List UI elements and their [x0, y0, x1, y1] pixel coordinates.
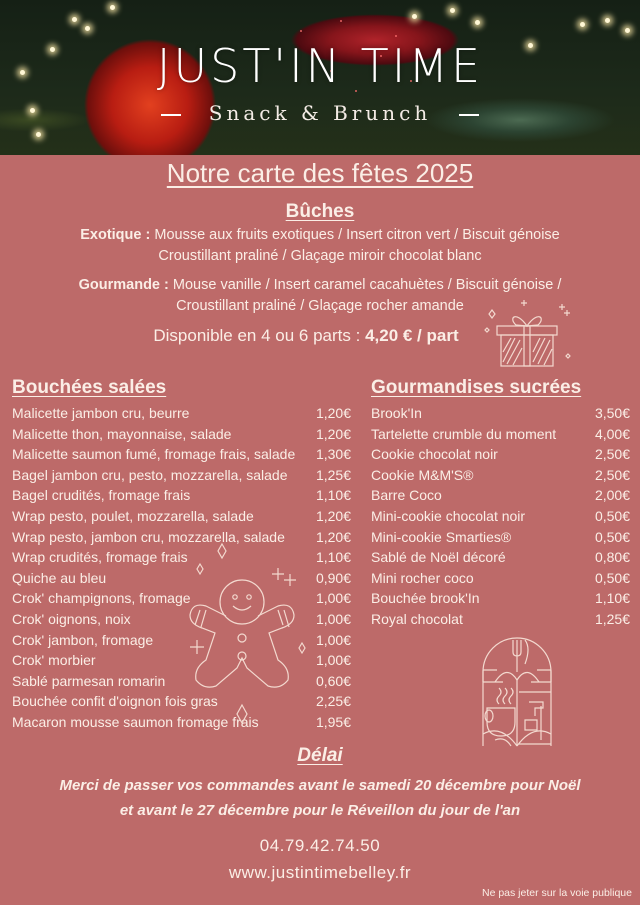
buche-name: Gourmande	[78, 277, 160, 293]
item-name: Mini-cookie chocolat noir	[371, 507, 526, 524]
list-item	[12, 465, 351, 486]
string-light	[110, 5, 115, 10]
page-title: Notre carte des fêtes 2025	[166, 158, 474, 188]
item-price: 1,00€	[315, 590, 351, 607]
item-name: Quiche au bleu	[12, 569, 107, 586]
item-name: Crok' morbier	[12, 652, 96, 669]
brand-title: JUST'IN TIME	[156, 39, 484, 93]
string-light	[625, 28, 630, 33]
delai-text	[0, 773, 640, 823]
item-price: 3,50€	[594, 405, 630, 421]
item-price: 1,10€	[315, 487, 351, 504]
delai-line1: Merci de passer vos commandes avant le samedi 20 décembre pour Noël	[59, 777, 581, 794]
buche-desc-line2: Croustillant praliné / Glaçage rocher amande	[176, 298, 464, 314]
footnote: Ne pas jeter sur la voie publique	[481, 887, 632, 899]
list-item	[371, 403, 630, 424]
list-item	[12, 424, 351, 445]
sweet-list	[371, 403, 630, 630]
availability-text: Disponible en 4 ou 6 parts :	[153, 326, 366, 345]
buche-desc-line1: Mousse aux fruits exotiques / Insert citron vert / Biscuit génoise	[154, 227, 560, 243]
string-light	[475, 20, 480, 25]
item-name: Cookie chocolat noir	[371, 446, 498, 463]
item-name: Malicette jambon cru, beurre	[12, 405, 190, 421]
list-item	[12, 444, 351, 465]
list-item	[12, 506, 351, 527]
item-price: 2,00€	[594, 487, 630, 504]
item-price: 1,00€	[315, 652, 351, 669]
string-light	[605, 18, 610, 23]
brand-tagline	[0, 98, 640, 128]
item-price: 0,60€	[315, 672, 351, 689]
item-price: 1,10€	[315, 549, 351, 566]
item-name: Sablé parmesan romarin	[12, 672, 166, 689]
sweet-heading: Gourmandises sucrées	[371, 377, 582, 398]
list-item	[371, 506, 630, 527]
string-light	[85, 26, 90, 31]
buche-exotique: Exotique : Mousse aux fruits exotiques / Insert citron vert / Biscuit génoise Croustillant praliné / Glaçage miroir chocolat blanc	[0, 225, 640, 267]
website-link[interactable]: www.justintimebelley.fr	[228, 863, 412, 882]
item-price: 2,50€	[594, 446, 630, 463]
item-name: Cookie M&M'S®	[371, 466, 474, 483]
phone-number[interactable]: 04.79.42.74.50	[259, 836, 381, 855]
header-banner	[0, 0, 640, 155]
item-price: 0,50€	[594, 507, 630, 524]
item-price: 1,20€	[315, 507, 351, 524]
item-name: Bouchée brook'In	[371, 590, 480, 607]
tagline-dash-right	[459, 114, 479, 116]
tagline-text: Snack & Brunch	[208, 101, 432, 125]
string-light	[36, 132, 41, 137]
item-name: Bagel jambon cru, pesto, mozzarella, salade	[12, 466, 288, 483]
delai-heading: Délai	[297, 745, 343, 766]
item-price: 0,50€	[594, 569, 630, 586]
cafe-logo-icon	[481, 636, 553, 748]
item-name: Bagel crudités, fromage frais	[12, 487, 191, 504]
list-item	[371, 588, 630, 609]
item-price: 1,10€	[594, 590, 630, 607]
list-item	[371, 485, 630, 506]
list-item	[371, 609, 630, 630]
item-name: Mini-cookie Smarties®	[371, 528, 512, 545]
list-item	[371, 547, 630, 568]
item-price: 1,00€	[315, 631, 351, 648]
delai-line2: et avant le 27 décembre pour le Réveillon du jour de l'an	[119, 802, 521, 819]
item-price: 4,00€	[594, 425, 630, 442]
gingerbread-man-icon	[182, 540, 312, 725]
item-name: Sablé de Noël décoré	[371, 549, 506, 566]
item-price: 1,95€	[315, 713, 351, 730]
item-name: Malicette thon, mayonnaise, salade	[12, 425, 232, 442]
buche-name: Exotique	[80, 227, 142, 243]
list-item	[371, 527, 630, 548]
buche-desc-line2: Croustillant praliné / Glaçage miroir chocolat blanc	[158, 248, 482, 264]
buche-price: 4,20 € / part	[365, 326, 459, 345]
item-name: Royal chocolat	[371, 610, 463, 627]
item-name: Wrap pesto, jambon cru, mozzarella, salade	[12, 528, 285, 545]
item-price: 1,20€	[315, 528, 351, 545]
item-name: Mini rocher coco	[371, 569, 474, 586]
item-name: Crok' oignons, noix	[12, 610, 131, 627]
item-price: 1,20€	[315, 405, 351, 421]
tagline-dash-left	[161, 114, 181, 116]
item-price: 2,50€	[594, 466, 630, 483]
item-name: Macaron mousse saumon fromage frais	[12, 713, 259, 730]
item-price: 1,25€	[315, 466, 351, 483]
item-name: Wrap crudités, fromage frais	[12, 549, 188, 566]
item-name: Bouchée confit d'oignon fois gras	[12, 693, 218, 710]
buche-desc-line1: Mouse vanille / Insert caramel cacahuètes / Biscuit génoise /	[172, 277, 562, 293]
item-name: Tartelette crumble du moment	[371, 425, 557, 442]
buche-gourmande: Gourmande : Mouse vanille / Insert caramel cacahuètes / Biscuit génoise / Croustillant praliné / Glaçage rocher amande	[0, 275, 640, 317]
list-item	[371, 465, 630, 486]
item-price: 2,25€	[315, 693, 351, 710]
item-price: 1,25€	[594, 610, 630, 627]
string-light	[412, 14, 417, 19]
buches-heading: Bûches	[285, 201, 355, 222]
item-price: 1,30€	[315, 446, 351, 463]
item-name: Wrap pesto, poulet, mozzarella, salade	[12, 507, 254, 524]
item-name: Malicette saumon fumé, fromage frais, salade	[12, 446, 296, 463]
string-light	[580, 22, 585, 27]
list-item	[371, 444, 630, 465]
item-name: Brook'In	[371, 405, 422, 421]
item-price: 1,20€	[315, 425, 351, 442]
item-name: Crok' jambon, fromage	[12, 631, 154, 648]
string-light	[450, 8, 455, 13]
item-price: 0,80€	[594, 549, 630, 566]
list-item	[371, 568, 630, 589]
gift-icon	[478, 296, 578, 376]
item-name: Crok' champignons, fromage	[12, 590, 191, 607]
item-name: Barre Coco	[371, 487, 442, 504]
item-price: 0,90€	[315, 569, 351, 586]
savory-heading: Bouchées salées	[12, 377, 167, 398]
item-price: 1,00€	[315, 610, 351, 627]
item-price: 0,50€	[594, 528, 630, 545]
list-item	[12, 403, 351, 424]
list-item	[371, 424, 630, 445]
list-item	[12, 485, 351, 506]
string-light	[72, 17, 77, 22]
